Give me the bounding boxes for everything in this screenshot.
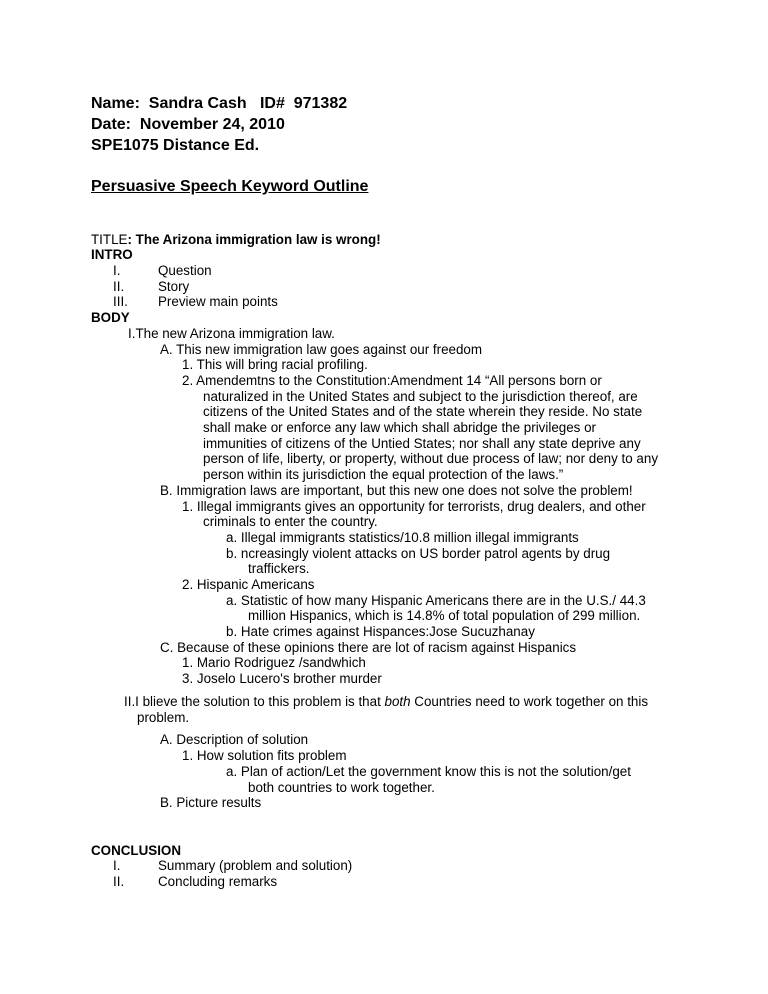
body-point-2-pre: II.I blieve the solution to this problem is that bbox=[124, 694, 385, 709]
intro-heading: INTRO bbox=[91, 247, 133, 262]
body-point-1b2: 2. Hispanic Americans bbox=[182, 577, 315, 592]
body-heading: BODY bbox=[91, 310, 130, 325]
body-point-2b: B. Picture results bbox=[160, 795, 262, 810]
conclusion-num-1: I. bbox=[113, 858, 121, 873]
amendment-line-1: 2. Amendemtns to the Constitution:Amendment 14 “All persons born or bbox=[182, 373, 602, 388]
conclusion-item-2: Concluding remarks bbox=[158, 874, 278, 889]
body-point-1a: A. This new immigration law goes against our freedom bbox=[160, 342, 483, 357]
body-point-1b: B. Immigration laws are important, but this new one does not solve the problem! bbox=[160, 483, 633, 498]
conclusion-item-1: Summary (problem and solution) bbox=[158, 858, 353, 873]
body-point-1b2a-line-1: a. Statistic of how many Hispanic Americans there are in the U.S./ 44.3 bbox=[226, 593, 646, 608]
intro-item-3: Preview main points bbox=[158, 294, 278, 309]
body-point-1c3: 3. Joselo Lucero's brother murder bbox=[182, 671, 382, 686]
conclusion-heading: CONCLUSION bbox=[91, 843, 182, 858]
body-point-2-cont: problem. bbox=[137, 710, 190, 725]
intro-num-2: II. bbox=[113, 279, 125, 294]
intro-item-2: Story bbox=[158, 279, 190, 294]
body-point-1b1b-line-1: b. ncreasingly violent attacks on US border patrol agents by drug bbox=[226, 546, 611, 561]
title-text: : The Arizona immigration law is wrong! bbox=[127, 232, 381, 247]
body-point-1: I.The new Arizona immigration law. bbox=[128, 326, 335, 341]
body-point-1a1: 1. This will bring racial profiling. bbox=[182, 357, 368, 372]
amendment-line-3: citizens of the United States and of the state wherein they reside. No state bbox=[203, 404, 643, 419]
document-title: Persuasive Speech Keyword Outline bbox=[91, 178, 369, 195]
name-line: Name: Sandra Cash ID# 971382 bbox=[91, 95, 348, 112]
amendment-line-5: immunities of citizens of the Untied States; nor shall any state deprive any bbox=[203, 436, 641, 451]
body-point-1b1-line-1: 1. Illegal immigrants gives an opportunity for terrorists, drug dealers, and other bbox=[182, 499, 646, 514]
body-point-1c: C. Because of these opinions there are lot of racism against Hispanics bbox=[160, 640, 577, 655]
body-point-1b2b: b. Hate crimes against Hispances:Jose Sucuzhanay bbox=[226, 624, 535, 639]
body-point-2-emphasis: both bbox=[384, 694, 411, 709]
body-point-2-post: Countries need to work together on this bbox=[410, 694, 649, 709]
body-point-1b1b-line-2: traffickers. bbox=[248, 561, 310, 576]
amendment-line-7: person within its jurisdiction the equal protection of the laws.” bbox=[203, 467, 564, 482]
body-point-1b1a: a. Illegal immigrants statistics/10.8 million illegal immigrants bbox=[226, 530, 579, 545]
intro-item-1: Question bbox=[158, 263, 212, 278]
course-line: SPE1075 Distance Ed. bbox=[91, 137, 260, 154]
amendment-line-6: person of life, liberty, or property, without due process of law; nor deny to any bbox=[203, 451, 659, 466]
intro-num-3: III. bbox=[113, 294, 128, 309]
title-label: TITLE bbox=[91, 232, 128, 247]
body-point-2 bbox=[124, 694, 648, 710]
intro-num-1: I. bbox=[113, 263, 121, 278]
body-point-2a1a-line-2: both countries to work together. bbox=[248, 780, 435, 795]
amendment-line-4: shall make or enforce any law which shall abridge the privileges or bbox=[203, 420, 596, 435]
conclusion-num-2: II. bbox=[113, 874, 125, 889]
body-point-2a1a-line-1: a. Plan of action/Let the government know this is not the solution/get bbox=[226, 764, 631, 779]
amendment-line-2: naturalized in the United States and subject to the jurisdiction thereof, are bbox=[203, 389, 638, 404]
body-point-2a1: 1. How solution fits problem bbox=[182, 748, 347, 763]
body-point-1b1-line-2: criminals to enter the country. bbox=[203, 514, 378, 529]
date-line: Date: November 24, 2010 bbox=[91, 116, 285, 133]
speech-title bbox=[91, 232, 381, 248]
body-point-1b2a-line-2: million Hispanics, which is 14.8% of total population of 299 million. bbox=[248, 608, 641, 623]
body-point-2a: A. Description of solution bbox=[160, 732, 309, 747]
body-point-1c1: 1. Mario Rodriguez /sandwhich bbox=[182, 655, 366, 670]
